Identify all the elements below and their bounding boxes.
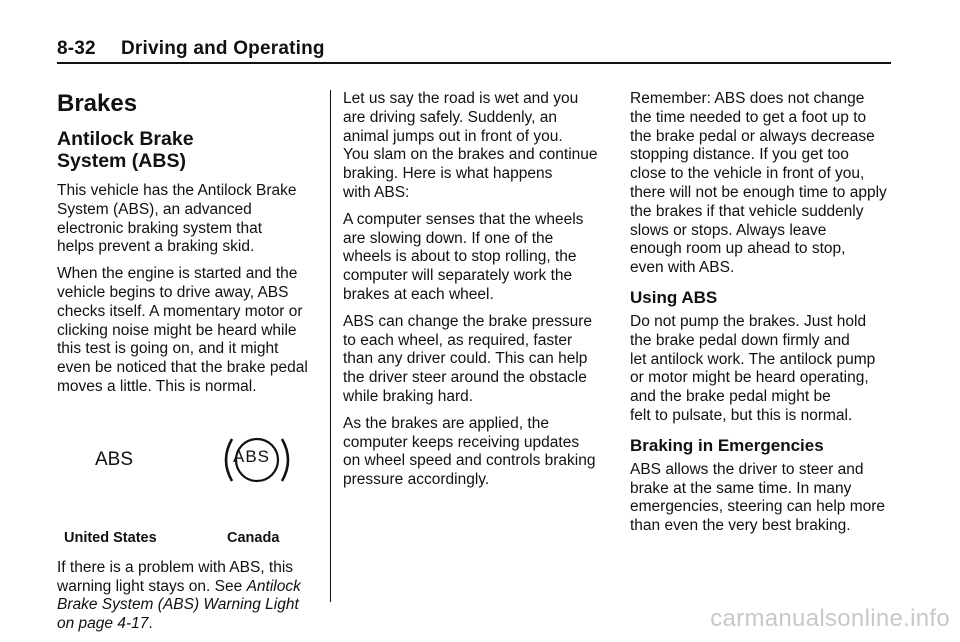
abs-selfcheck-paragraph: When the engine is started and the vehicle begins to drive away, ABS checks itself. A momentary motor or clicking noise might be heard while this test is going on, and it might even be noticed that the brake pedal moves a little. This is normal.: [57, 265, 308, 395]
abs-warning-end: .: [148, 615, 153, 633]
abs-canada-symbol-text: ABS: [233, 446, 271, 466]
watermark: carmanualsonline.info: [710, 605, 950, 632]
updates-paragraph: As the brakes are applied, the computer keeps receiving updates on wheel speed and controls braking pressure accordingly.: [343, 414, 596, 489]
column-1: [57, 90, 313, 642]
abs-warning-text: If there is a problem with ABS, this warning light stays on. See: [57, 558, 294, 595]
section-title: Driving and Operating: [121, 38, 325, 59]
wet-road-paragraph: Let us say the road is wet and you are driving safely. Suddenly, an animal jumps out in front of you. You slam on the brakes and continue braking. Here is what happens with ABS:: [343, 90, 598, 201]
brake-pressure-paragraph: ABS can change the brake pressure to each wheel, as required, faster than any driver could. This can help the driver steer around the obstacle while braking hard.: [343, 312, 593, 405]
abs-us-warning-symbol: ABS: [95, 448, 134, 470]
remember-paragraph: Remember: ABS does not change the time needed to get a foot up to the brake pedal or always decrease stopping distance. If you get too close to the vehicle in front of you, there will not be enough time to apply the brakes if that vehicle suddenly slows or stops. Always leave enough room up ahead to stop, even with ABS.: [630, 90, 887, 277]
computer-senses-paragraph: A computer senses that the wheels are slowing down. If one of the wheels is about to stop rolling, the computer will separately work the brakes at each wheel.: [343, 210, 584, 303]
page-number: 8-32: [57, 38, 96, 59]
abs-warning-paragraph: [57, 559, 313, 634]
using-abs-heading: Using ABS: [630, 287, 718, 307]
caption-united-states: United States: [64, 529, 157, 546]
caption-canada: Canada: [227, 529, 280, 546]
abs-warning-light-figure: [57, 409, 313, 559]
braking-emergencies-heading: Braking in Emergencies: [630, 435, 824, 455]
abs-canada-warning-icon: [222, 435, 292, 485]
braking-emergencies-paragraph: ABS allows the driver to steer and brake at the same time. In many emergencies, steering can help more than even the very best braking.: [630, 460, 886, 535]
abs-warning-light-reference-link[interactable]: Antilock Brake System (ABS) Warning Light on page 4‑17: [57, 577, 301, 633]
abs-section-heading: Antilock Brake System (ABS): [57, 128, 194, 172]
page-header: [57, 34, 891, 64]
using-abs-paragraph: Do not pump the brakes. Just hold the brake pedal down firmly and let antilock work. The antilock pump or motor might be heard operating, and the brake pedal might be felt to pulsate, but this is normal.: [630, 312, 876, 424]
abs-intro-paragraph: This vehicle has the Antilock Brake System (ABS), an advanced electronic braking system that helps prevent a braking skid.: [57, 182, 297, 256]
page-heading: Brakes: [57, 90, 138, 117]
column-divider: [330, 90, 331, 602]
column-2: [343, 90, 605, 498]
column-3: [630, 90, 894, 544]
